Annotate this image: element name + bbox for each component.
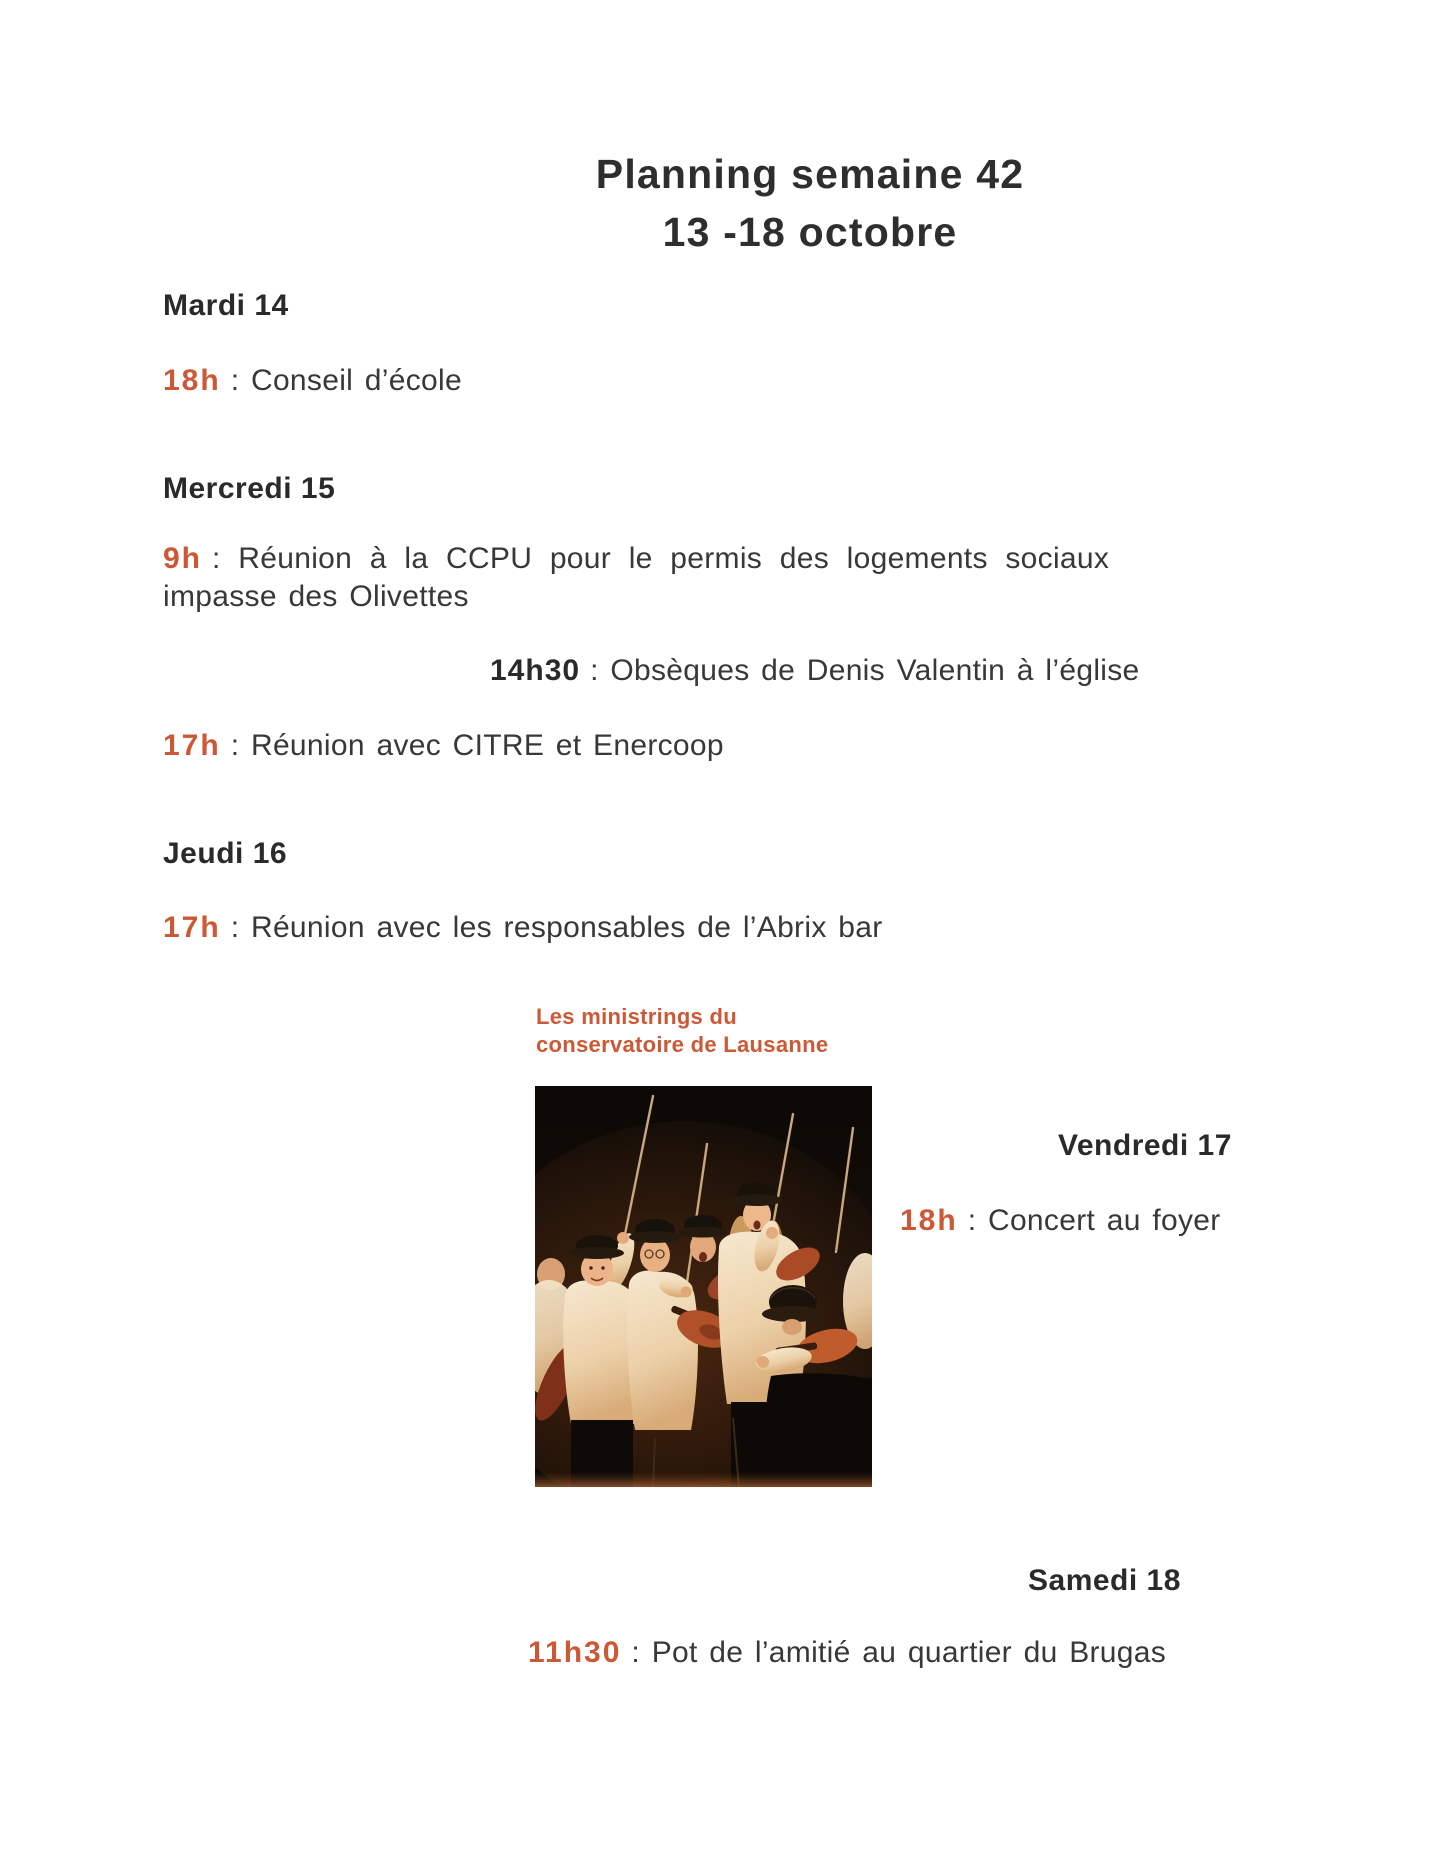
- event-reunion-abrix: [163, 911, 883, 945]
- event-time: 9h: [163, 542, 203, 575]
- page-title: [390, 145, 1230, 261]
- event-text: : Réunion avec les responsables de l’Abrix bar: [230, 911, 883, 944]
- event-conseil-ecole: [163, 364, 462, 398]
- day-heading-vendredi: Vendredi 17: [1058, 1129, 1232, 1162]
- event-pot-amitie: [528, 1636, 1166, 1670]
- day-heading-jeudi: Jeudi 16: [163, 837, 288, 870]
- event-text: : Réunion avec CITRE et Enercoop: [230, 729, 724, 762]
- event-text: : Pot de l’amitié au quartier du Brugas: [631, 1636, 1167, 1669]
- concert-photo-image: [535, 1086, 872, 1487]
- event-obseques: [490, 654, 1140, 688]
- photo-caption: [536, 1003, 828, 1059]
- event-time: 17h: [163, 729, 221, 762]
- concert-photo: [535, 1086, 872, 1487]
- event-reunion-citre: [163, 729, 724, 763]
- event-text-line2: impasse des Olivettes: [163, 580, 469, 613]
- event-text-line1: : Réunion à la CCPU pour le permis des logements sociaux: [212, 542, 1110, 575]
- event-time: 14h30: [490, 654, 581, 687]
- event-time: 11h30: [528, 1636, 622, 1669]
- event-time: 17h: [163, 911, 221, 944]
- event-reunion-ccpu: [163, 544, 1109, 612]
- event-text: : Obsèques de Denis Valentin à l’église: [590, 654, 1140, 687]
- event-text: : Conseil d’école: [230, 364, 462, 397]
- day-heading-mardi: Mardi 14: [163, 289, 289, 322]
- event-time: 18h: [163, 364, 221, 397]
- page-title-line2: 13 -18 octobre: [662, 209, 958, 255]
- page-title-line1: Planning semaine 42: [595, 151, 1025, 197]
- photo-caption-line1: Les ministrings du: [536, 1004, 737, 1029]
- event-time: 18h: [900, 1204, 958, 1237]
- event-concert-foyer: [900, 1204, 1221, 1238]
- day-heading-mercredi: Mercredi 15: [163, 472, 336, 505]
- event-text: : Concert au foyer: [967, 1204, 1221, 1237]
- photo-caption-line2: conservatoire de Lausanne: [536, 1032, 829, 1057]
- day-heading-samedi: Samedi 18: [1028, 1564, 1181, 1597]
